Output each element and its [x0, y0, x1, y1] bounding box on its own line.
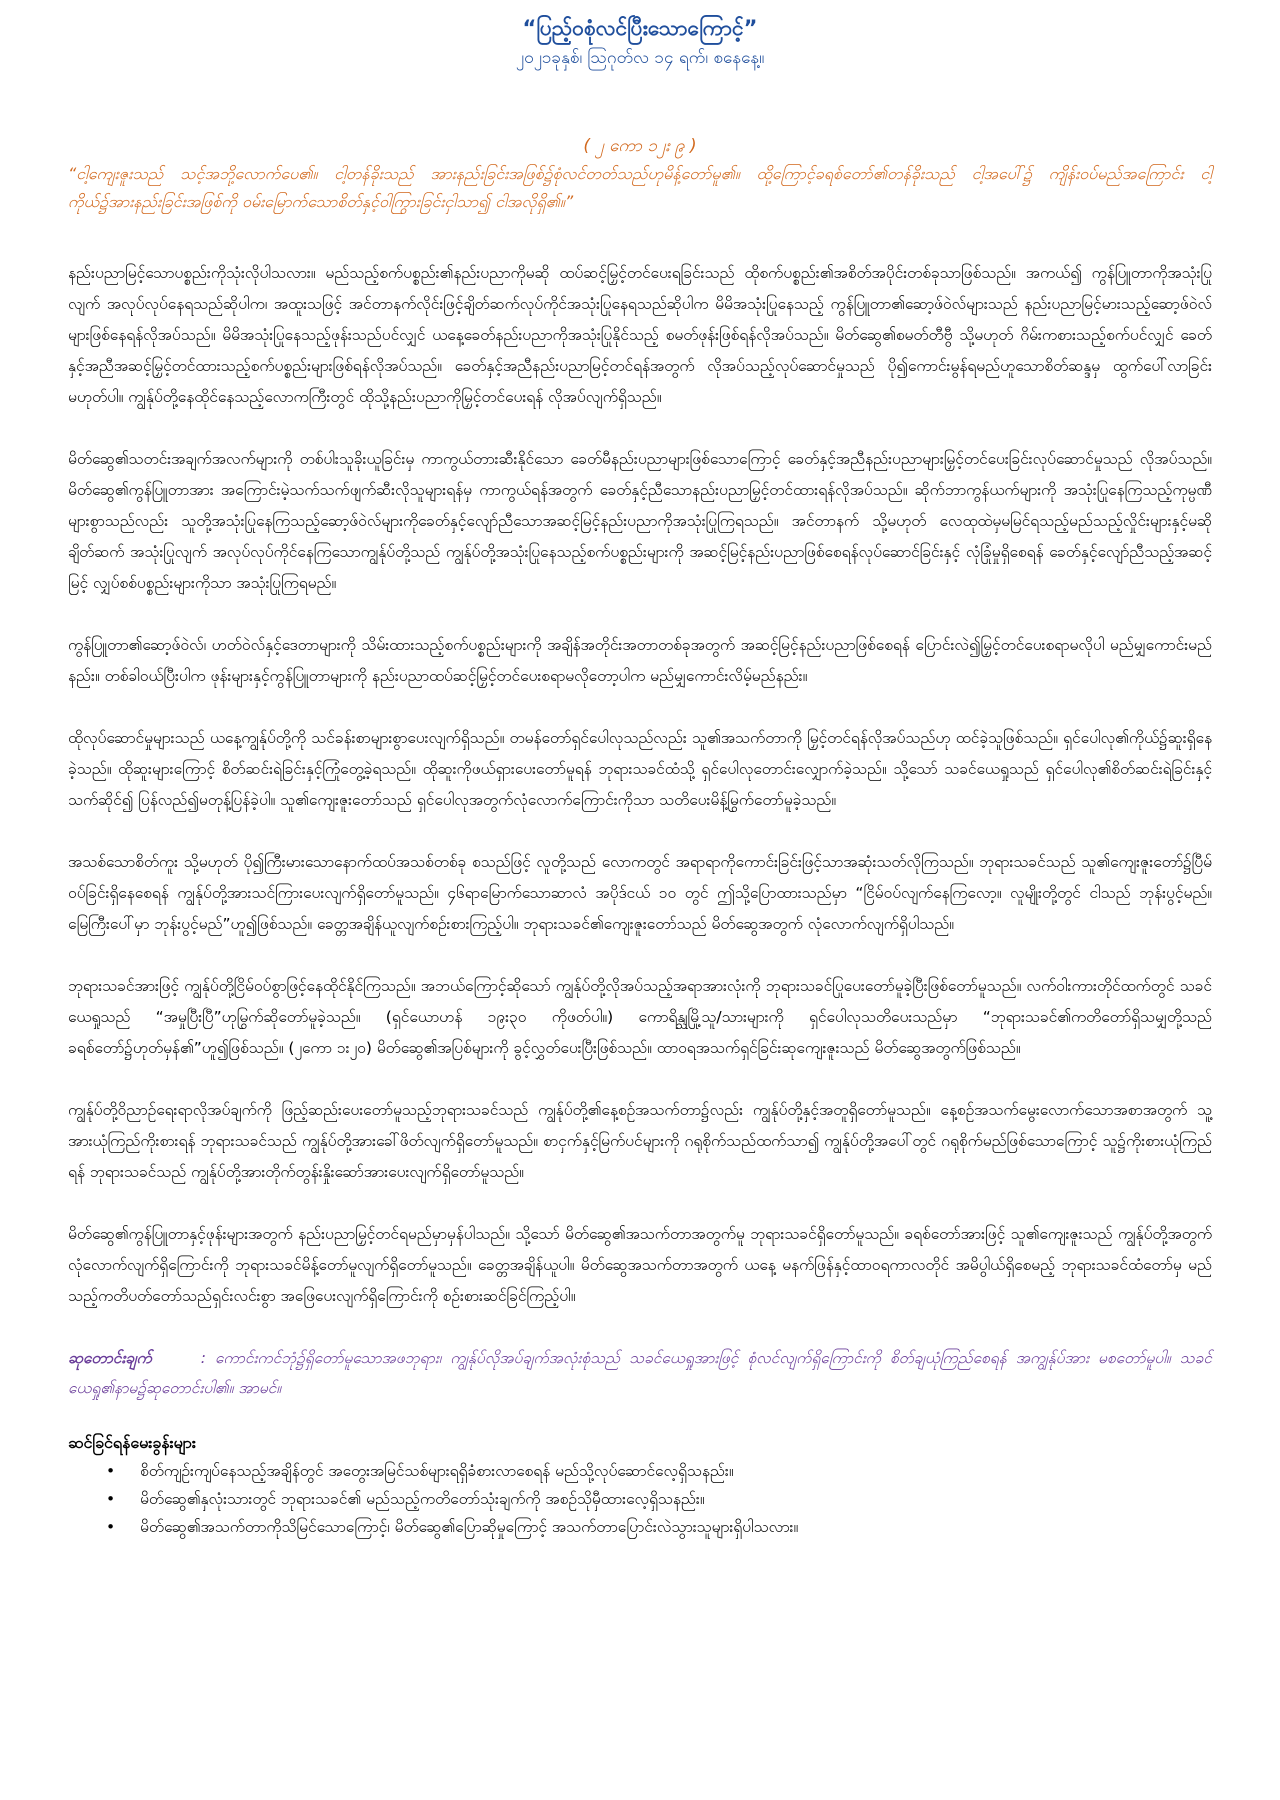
questions-list — [68, 1457, 1212, 1541]
body-paragraph-2: မိတ်ဆွေ၏သတင်းအချက်အလက်များကို တစ်ပါးသူခိုးယူခြင်းမှ ကာကွယ်တားဆီးနိုင်သော ခေတ်မီနည်းပညာများဖြစ်သောကြောင့် ခေတ်နှင့်အညီနည်းပညာများမြှင့်တင်ပေးခြင်းလုပ်ဆောင်မှုသည် လိုအပ်သည်။ မိတ်ဆွေ၏ကွန်ပြူတာအား အကြောင်းမဲ့သက်သက်ဖျက်ဆီးလိုသူများရန်မှ ကာကွယ်ရန်အတွက် ခေတ်နှင့်ညီသောနည်းပညာမြှင့်တင်ထားရန်လိုအပ်သည်။ ဆိုက်ဘာကွန်ယက်များကို အသုံးပြုနေကြသည့်ကုမ္ပဏီများစွာသည်လည်း သူတို့အသုံးပြုနေကြသည့်ဆော့ဖ်ဝဲလ်များကိုခေတ်နှင့်လျော်ညီသောအဆင့်မြင့်နည်းပညာကိုအသုံးပြုကြရသည်။ အင်တာနက် သို့မဟုတ် လေထုထဲမှမမြင်ရသည့်မည်သည့်လှိုင်းများနှင့်မဆို ချိတ်ဆက် အသုံးပြုလျက် အလုပ်လုပ်ကိုင်နေကြသောကျွန်ုပ်တို့သည် ကျွန်ုပ်တို့အသုံးပြုနေသည့်စက်ပစ္စည်းများကို အဆင့်မြင့်နည်းပညာဖြစ်စေရန်လုပ်ဆောင်ခြင်းနှင့် လုံခြုံမှုရှိစေရန် ခေတ်နှင့်လျော်ညီသည့်အဆင့်မြင့် လျှပ်စစ်ပစ္စည်းများကိုသာ အသုံးပြုကြရမည်။ — [68, 450, 1212, 592]
prayer-block — [68, 1343, 1212, 1403]
question-text: မိတ်ဆွေ၏နှလုံးသားတွင် ဘုရားသခင်၏ မည်သည့်ကတိတော်သုံးချက်ကို အစဉ်သိုမှီထားလေ့ရှိသနည်း။ — [140, 1490, 705, 1508]
bullet-icon: • — [106, 1462, 116, 1480]
bullet-icon: • — [106, 1490, 116, 1508]
page-title: “ပြည့်ဝစုံလင်ပြီးသောကြောင့်” — [522, 16, 758, 40]
prayer-label: ဆုတောင်းချက် — [68, 1349, 152, 1367]
bullet-icon: • — [106, 1518, 116, 1536]
question-item — [106, 1485, 1212, 1513]
questions-heading: ဆင်ခြင်ရန်မေးခွန်းများ — [68, 1433, 196, 1452]
body-paragraph-1: နည်းပညာမြင့်သောပစ္စည်းကိုသုံးလိုပါသလား။ မည်သည့်စက်ပစ္စည်း၏နည်းပညာကိုမဆို ထပ်ဆင့်မြှင့်တင်ပေးရခြင်းသည် ထိုစက်ပစ္စည်း၏အစိတ်အပိုင်းတစ်ခုသာဖြစ်သည်။ အကယ်၍ ကွန်ပြူတာကိုအသုံးပြုလျက် အလုပ်လုပ်နေရသည်ဆိုပါက၊ အထူးသဖြင့် အင်တာနက်လိုင်းဖြင့်ချိတ်ဆက်လုပ်ကိုင်အသုံးပြုနေရသည်ဆိုပါက မိမိအသုံးပြုနေသည့် ကွန်ပြူတာ၏ဆော့ဖ်ဝဲလ်များသည် နည်းပညာမြင့်မားသည့်ဆော့ဖ်ဝဲလ်များဖြစ်နေရန်လိုအပ်သည်။ မိမိအသုံးပြုနေသည့်ဖုန်းသည်ပင်လျှင် ယနေ့ခေတ်နည်းပညာကိုအသုံးပြုနိုင်သည့် စမတ်ဖုန်းဖြစ်ရန်လိုအပ်သည်။ မိတ်ဆွေ၏စမတ်တီဗွီ သို့မဟုတ် ဂိမ်းကစားသည့်စက်ပင်လျှင် ခေတ်နှင့်အညီအဆင့်မြှင့်တင်ထားသည့်စက်ပစ္စည်းများဖြစ်ရန်လိုအပ်သည်။ ခေတ်နှင့်အညီနည်းပညာမြင့်တင်ရန်အတွက် လိုအပ်သည့်လုပ်ဆောင်မှုသည် ပို၍ကောင်းမွန်ရမည်ဟူသောစိတ်ဆန္ဒမှ ထွက်ပေါ်လာခြင်းမဟုတ်ပါ။ ကျွန်ုပ်တို့နေထိုင်နေသည့်လောကကြီးတွင် ထိုသို့နည်းပညာကိုမြှင့်တင်ပေးရန် လိုအပ်လျက်ရှိသည်။ — [68, 264, 1212, 406]
body-paragraph-3: ကွန်ပြူတာ၏ဆော့ဖ်ဝဲလ်၊ ဟတ်ဝဲလ်နှင့်ဒေတာများကို သိမ်းထားသည့်စက်ပစ္စည်းများကို အချိန်အတိုင်းအတာတစ်ခုအတွက် အဆင့်မြင့်နည်းပညာဖြစ်စေရန် ပြောင်းလဲ၍မြှင့်တင်ပေးစရာမလိုပါ မည်မျှကောင်းမည်နည်း။ တစ်ခါဝယ်ပြီးပါက ဖုန်းများနှင့်ကွန်ပြူတာများကို နည်းပညာထပ်ဆင့်မြှင့်တင်ပေးစရာမလိုတော့ပါက မည်မျှကောင်းလိမ့်မည်နည်း။ — [68, 636, 1212, 685]
body-paragraph-6: ဘုရားသခင်အားဖြင့် ကျွန်ုပ်တို့ငြိမ်ဝပ်စွာဖြင့်နေထိုင်နိုင်ကြသည်။ အဘယ်ကြောင့်ဆိုသော် ကျွန်ုပ်တို့လိုအပ်သည့်အရာအားလုံးကို ဘုရားသခင်ပြုပေးတော်မူခဲ့ပြီးဖြစ်တော်မူသည်။ လက်ဝါးကားတိုင်ထက်တွင် သခင်ယေရှုသည် “အမှုပြီးပြီ”ဟုမြွက်ဆိုတော်မူခဲ့သည်။ (ရှင်ယောဟန် ၁၉း၃၀ ကိုဖတ်ပါ။) ကောရိန္သုမြို့သူ/သားများကို ရှင်ပေါလုသတိပေးသည်မှာ “ဘုရားသခင်၏ကတိတော်ရှိသမျှတို့သည် ခရစ်တော်၌ဟုတ်မှန်၏”ဟူ၍ဖြစ်သည်။ (၂ကော ၁း၂၀) မိတ်ဆွေ၏အပြစ်များကို ခွင့်လွှတ်ပေးပြီးဖြစ်သည်။ ထာဝရအသက်ရှင်ခြင်းဆုကျေးဇူးသည် မိတ်ဆွေအတွက်ဖြစ်သည်။ — [68, 977, 1212, 1057]
prayer-text: : ကောင်းကင်ဘုံ၌ရှိတော်မူသောအဖဘုရား၊ ကျွန်ုပ်လိုအပ်ချက်အလုံးစုံသည် သခင်ယေရှုအားဖြင့် စုံလင်လျက်ရှိကြောင်းကို စိတ်ချယုံကြည်စေရန် အကျွန်ုပ်အား မစတော်မူပါ။ သခင်ယေရှု၏နာမ၌ဆုတောင်းပါ၏။ အာမင်။ — [68, 1349, 1212, 1397]
question-item — [106, 1457, 1212, 1485]
question-text: မိတ်ဆွေ၏အသက်တာကိုသိမြင်သောကြောင့်၊ မိတ်ဆွေ၏ပြောဆိုမှုကြောင့် အသက်တာပြောင်းလဲသွားသူများရှိပါသလား။ — [140, 1518, 799, 1536]
page-date: ၂၀၂၁ခုနှစ်၊ ဩဂုတ်လ ၁၄ ရက်၊ စနေနေ့။ — [515, 48, 765, 68]
verse-text: “ငါ့ကျေးဇူးသည် သင့်အဘို့လောက်ပေ၏။ ငါ့တန်ခိုးသည် အားနည်းခြင်းအဖြစ်၌စုံလင်တတ်သည်ဟုမိန့်တော်မူ၏။ ထို့ကြောင့်ခရစ်တော်၏တန်ခိုးသည် ငါ့အပေါ်၌ ကျိန်းဝပ်မည်အကြောင်း ငါ့ကိုယ်၌အားနည်းခြင်းအဖြစ်ကို ဝမ်းမြောက်သောစိတ်နှင့်ဝါကြွားခြင်းငှါသာ၍ ငါအလိုရှိ၏။” — [68, 164, 1212, 211]
body-paragraph-8: မိတ်ဆွေ၏ကွန်ပြူတာနှင့်ဖုန်းများအတွက် နည်းပညာမြှင့်တင်ရမည်မှာမှန်ပါသည်။ သို့သော် မိတ်ဆွေ၏အသက်တာအတွက်မူ ဘုရားသခင်ရှိတော်မူသည်။ ခရစ်တော်အားဖြင့် သူ၏ကျေးဇူးသည် ကျွန်ုပ်တို့အတွက်လုံလောက်လျက်ရှိကြောင်းကို ဘုရားသခင်မိန့်တော်မူလျက်ရှိတော်မူသည်။ ခေတ္တအချိန်ယူပါ။ မိတ်ဆွေအသက်တာအတွက် ယနေ့ မနက်ဖြန်နှင့်ထာဝရကာလတိုင် အမိပွါယ်ရှိစေမည့် ဘုရားသခင်ထံတော်မှ မည်သည့်ကတိပတ်တော်သည်ရှင်းလင်းစွာ အဖြေပေးလျက်ရှိကြောင်းကို စဉ်းစားဆင်ခြင်ကြည့်ပါ။ — [68, 1225, 1212, 1305]
question-text: စိတ်ကျဉ်းကျပ်နေသည့်အချိန်တွင် အတွေးအမြင်သစ်များရရှိခံစားလာစေရန် မည်သို့လုပ်ဆောင်လေ့ရှိသနည်း။ — [140, 1462, 734, 1480]
body-paragraph-5: အသစ်သောစိတ်ကူး သို့မဟုတ် ပို၍ကြီးမားသောနောက်ထပ်အသစ်တစ်ခု စသည်ဖြင့် လူတို့သည် လောကတွင် အရာရာကိုကောင်းခြင်းဖြင့်သာအဆုံးသတ်လိုကြသည်။ ဘုရားသခင်သည် သူ၏ကျေးဇူးတော်၌ပြီမ်ဝပ်ခြင်းရှိနေစေရန် ကျွန်ုပ်တို့အားသင်ကြားပေးလျက်ရှိတော်မူသည်။ ၄၆ရာမြောက်သောဆာလံ အပိုဒ်ငယ် ၁၀ တွင် ဤသို့ပြောထားသည်မှာ “ငြိမ်ဝပ်လျက်နေကြလော့။ လူမျိုးတို့တွင် ငါသည် ဘုန်းပွင့်မည်။ မြေကြီးပေါ်မှာ ဘုန်းပွင့်မည်”ဟူ၍ဖြစ်သည်။ ခေတ္တအချိန်ယူလျက်စဉ်းစားကြည့်ပါ။ ဘုရားသခင်၏ကျေးဇူးတော်သည် မိတ်ဆွေအတွက် လုံလောက်လျက်ရှိပါသည်။ — [68, 853, 1212, 933]
question-item — [106, 1513, 1212, 1541]
body-paragraph-4: ထိုလုပ်ဆောင်မှုများသည် ယနေ့ကျွန်ုပ်တို့ကို သင်ခန်းစာများစွာပေးလျက်ရှိသည်။ တမန်တော်ရှင်ပေါလုသည်လည်း သူ၏အသက်တာကို မြှင့်တင်ရန်လိုအပ်သည်ဟု ထင်ခဲ့သူဖြစ်သည်။ ရှင်ပေါလု၏ကိုယ်၌ဆူးရှိနေခဲ့သည်။ ထိုဆူးများကြောင့် စိတ်ဆင်းရဲခြင်းနှင့်ကြုံတွေ့ခဲ့ရသည်။ ထိုဆူးကိုဖယ်ရှားပေးတော်မူရန် ဘုရားသခင်ထံသို့ ရှင်ပေါလုတောင်းလျှောက်ခဲ့သည်။ သို့သော် သခင်ယေရှုသည် ရှင်ပေါလု၏စိတ်ဆင်းရဲခြင်းနှင့်သက်ဆိုင်၍ ပြန်လည်၍မတုန့်ပြန်ခဲ့ပါ။ သူ၏ကျေးဇူးတော်သည် ရှင်ပေါလုအတွက်လုံလောက်ကြောင်းကိုသာ သတိပေးမိန့်မြွက်တော်မူခဲ့သည်။ — [68, 729, 1212, 809]
verse-reference: ( ၂ ကော ၁၂း ၉ ) — [583, 136, 697, 156]
body-paragraph-7: ကျွန်ုပ်တို့ဝိညာဉ်ရေးရာလိုအပ်ချက်ကို ဖြည့်ဆည်းပေးတော်မူသည့်ဘုရားသခင်သည် ကျွန်ုပ်တို့၏နေ့စဉ်အသက်တာ၌လည်း ကျွန်ုပ်တို့နှင့်အတူရှိတော်မူသည်။ နေ့စဉ်အသက်မွေးလောက်သောအစာအတွက် သူ့အားယုံကြည်ကိုးစားရန် ဘုရားသခင်သည် ကျွန်ုပ်တို့အားခေါ်ဖိတ်လျက်ရှိတော်မူသည်။ စာငှက်နှင့်မြက်ပင်များကို ဂရုစိုက်သည်ထက်သာ၍ ကျွန်ုပ်တို့အပေါ်တွင် ဂရုစိုက်မည်ဖြစ်သောကြောင့် သူ၌ကိုးစားယုံကြည်ရန် ဘုရားသခင်သည် ကျွန်ုပ်တို့အားတိုက်တွန်းနှိုးဆော်အားပေးလျက်ရှိတော်မူသည်။ — [68, 1101, 1212, 1181]
